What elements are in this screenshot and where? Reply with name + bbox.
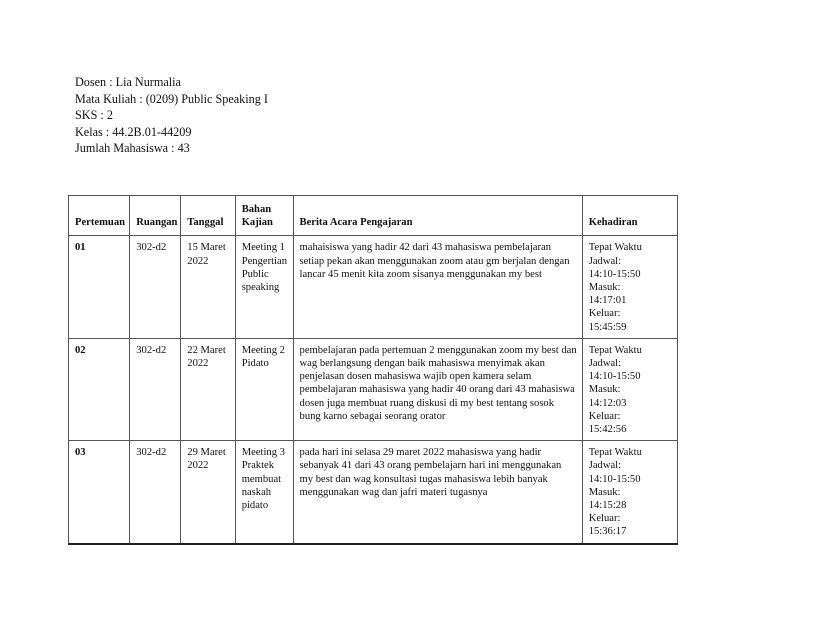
teaching-report-table <box>68 195 678 545</box>
cell-bahan-kajian: Meeting 2 Pidato <box>235 338 293 440</box>
cell-ruangan: 302-d2 <box>130 236 181 338</box>
cell-berita-acara: pada hari ini selasa 29 maret 2022 mahasiswa yang hadir sebanyak 41 dari 43 orang pembelajarn hari ini menggunakan my best dan wag konsultasi tugas mahasiswa lebih banyak menggunakan wag dan jafri materi tugasnya <box>293 441 582 544</box>
cell-berita-acara: pembelajaran pada pertemuan 2 menggunakan zoom my best dan wag berlangsung dengan baik mahasiswa menyimak akan penjelasan dosen mahasiswa wajib open kamera selam pembelajaran mahasiswa yang hadir 40 orang dari 43 mahasiswa dosen juga membuat ruang diskusi di my best tentang sosok bung karno sebagai seorang orator <box>293 338 582 440</box>
sks-line: SKS : 2 <box>75 108 113 123</box>
cell-tanggal: 29 Maret 2022 <box>181 441 235 544</box>
cell-ruangan: 302-d2 <box>130 441 181 544</box>
table-row <box>69 441 678 544</box>
header-kehadiran: Kehadiran <box>582 196 677 236</box>
cell-kehadiran: Tepat Waktu Jadwal: 14:10-15:50 Masuk: 14:17:01 Keluar: 15:45:59 <box>582 236 677 338</box>
jumlah-mahasiswa-line: Jumlah Mahasiswa : 43 <box>75 141 190 156</box>
cell-pertemuan: 02 <box>69 338 130 440</box>
cell-bahan-kajian: Meeting 3 Praktek membuat naskah pidato <box>235 441 293 544</box>
header-tanggal: Tanggal <box>181 196 235 236</box>
dosen-line: Dosen : Lia Nurmalia <box>75 75 181 89</box>
header-pertemuan: Pertemuan <box>69 196 130 236</box>
header-berita-acara: Berita Acara Pengajaran <box>293 196 582 236</box>
header-bahan-kajian: Bahan Kajian <box>235 196 293 236</box>
mata-kuliah-line: Mata Kuliah : (0209) Public Speaking I <box>75 91 268 106</box>
table-header-row <box>69 196 678 236</box>
cell-tanggal: 22 Maret 2022 <box>181 338 235 440</box>
kelas-line: Kelas : 44.2B.01-44209 <box>75 124 192 139</box>
header-ruangan: Ruangan <box>130 196 181 236</box>
cell-pertemuan: 03 <box>69 441 130 544</box>
cell-pertemuan: 01 <box>69 236 130 338</box>
cell-tanggal: 15 Maret 2022 <box>181 236 235 338</box>
cell-kehadiran: Tepat Waktu Jadwal: 14:10-15:50 Masuk: 14:12:03 Keluar: 15:42:56 <box>582 338 677 440</box>
cell-berita-acara: mahaisiswa yang hadir 42 dari 43 mahasiswa pembelajaran setiap pekan akan menggunakan zoom atau gm berjalan dengan lancar 45 menit kita zoom sisanya menggunakan my best <box>293 236 582 338</box>
table-row <box>69 236 678 338</box>
cell-ruangan: 302-d2 <box>130 338 181 440</box>
cell-bahan-kajian: Meeting 1 Pengertian Public speaking <box>235 236 293 338</box>
table-row <box>69 338 678 440</box>
cell-kehadiran: Tepat Waktu Jadwal: 14:10-15:50 Masuk: 14:15:28 Keluar: 15:36:17 <box>582 441 677 544</box>
document-header <box>75 74 268 157</box>
